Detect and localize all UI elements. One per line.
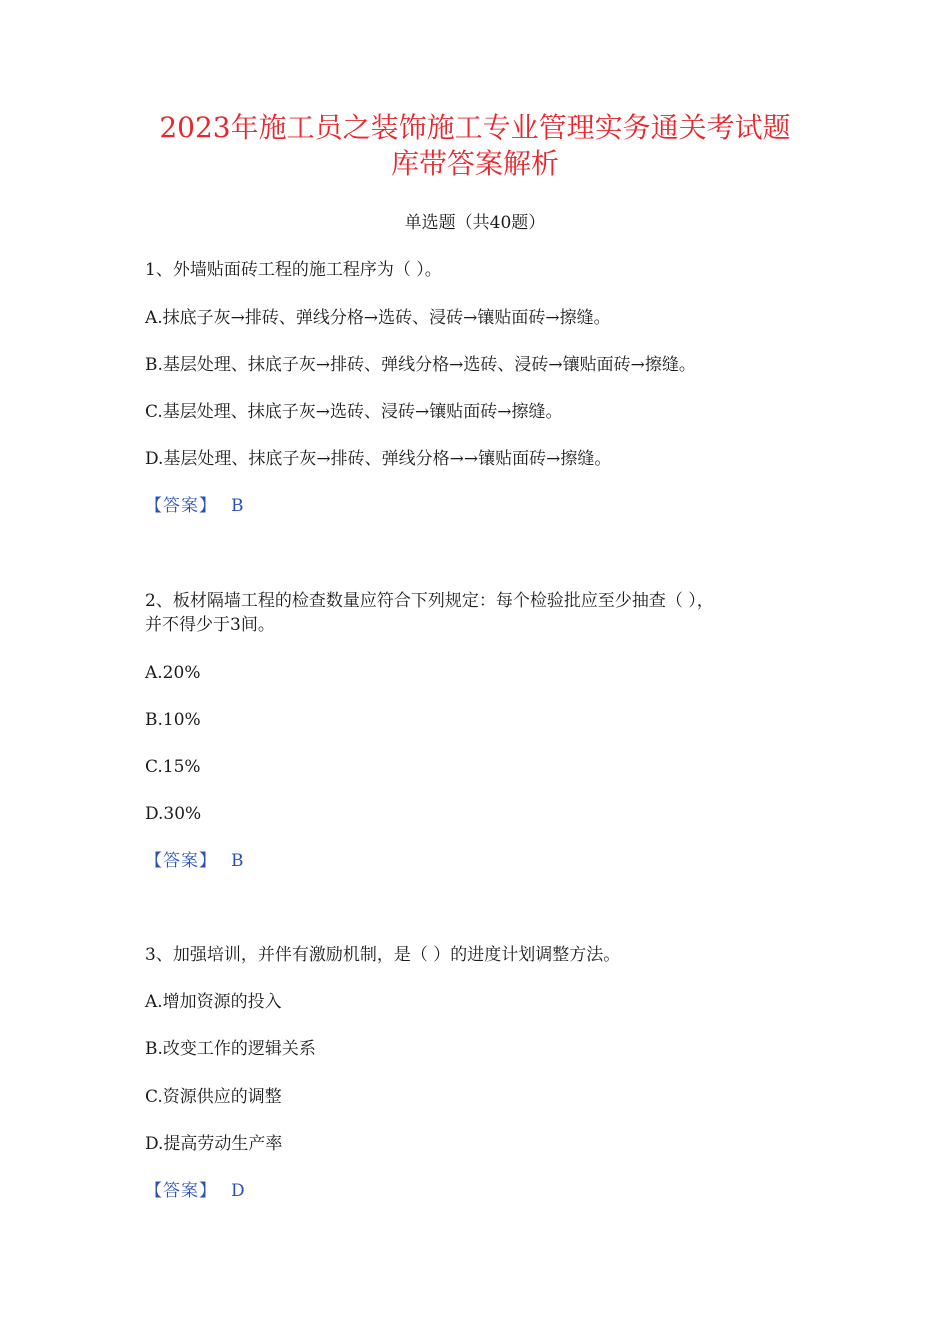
answer-line xyxy=(145,495,805,517)
answer-label: 【答案】 xyxy=(145,496,217,516)
answer-value: D xyxy=(231,1181,245,1201)
option-a: A.20% xyxy=(145,663,201,683)
document-title-line2: 库带答案解析 xyxy=(390,147,559,180)
option-b: B.改变工作的逻辑关系 xyxy=(145,1039,316,1059)
answer-label: 【答案】 xyxy=(145,851,217,871)
option-c: C.15% xyxy=(145,757,201,777)
answer-line xyxy=(145,1180,805,1202)
question-stem-line1: 2、板材隔墙工程的检查数量应符合下列规定：每个检验批应至少抽查（ ）， xyxy=(145,591,714,611)
option-b: B.10% xyxy=(145,710,201,730)
answer-label: 【答案】 xyxy=(145,1181,217,1201)
option-a: A.增加资源的投入 xyxy=(145,992,282,1012)
option-c: C.资源供应的调整 xyxy=(145,1087,282,1107)
option-c: C.基层处理、抹底子灰→选砖、浸砖→镶贴面砖→擦缝。 xyxy=(145,402,563,422)
question-stem: 1、外墙贴面砖工程的施工程序为（ ）。 xyxy=(145,260,442,280)
answer-line xyxy=(145,850,805,872)
option-d: D.提高劳动生产率 xyxy=(145,1134,283,1154)
option-d: D.基层处理、抹底子灰→排砖、弹线分格→→镶贴面砖→擦缝。 xyxy=(145,449,612,469)
section-heading: 单选题（共40题） xyxy=(404,213,546,233)
answer-value: B xyxy=(231,851,244,871)
question-stem: 3、加强培训，并伴有激励机制，是（ ）的进度计划调整方法。 xyxy=(145,945,621,965)
question-stem-line2: 并不得少于3间。 xyxy=(145,615,275,635)
option-a: A.抹底子灰→排砖、弹线分格→选砖、浸砖→镶贴面砖→擦缝。 xyxy=(145,308,611,328)
option-b: B.基层处理、抹底子灰→排砖、弹线分格→选砖、浸砖→镶贴面砖→擦缝。 xyxy=(145,355,696,375)
option-d: D.30% xyxy=(145,804,202,824)
answer-value: B xyxy=(231,496,244,516)
document-title-line1: 2023年施工员之装饰施工专业管理实务通关考试题 xyxy=(159,111,791,144)
